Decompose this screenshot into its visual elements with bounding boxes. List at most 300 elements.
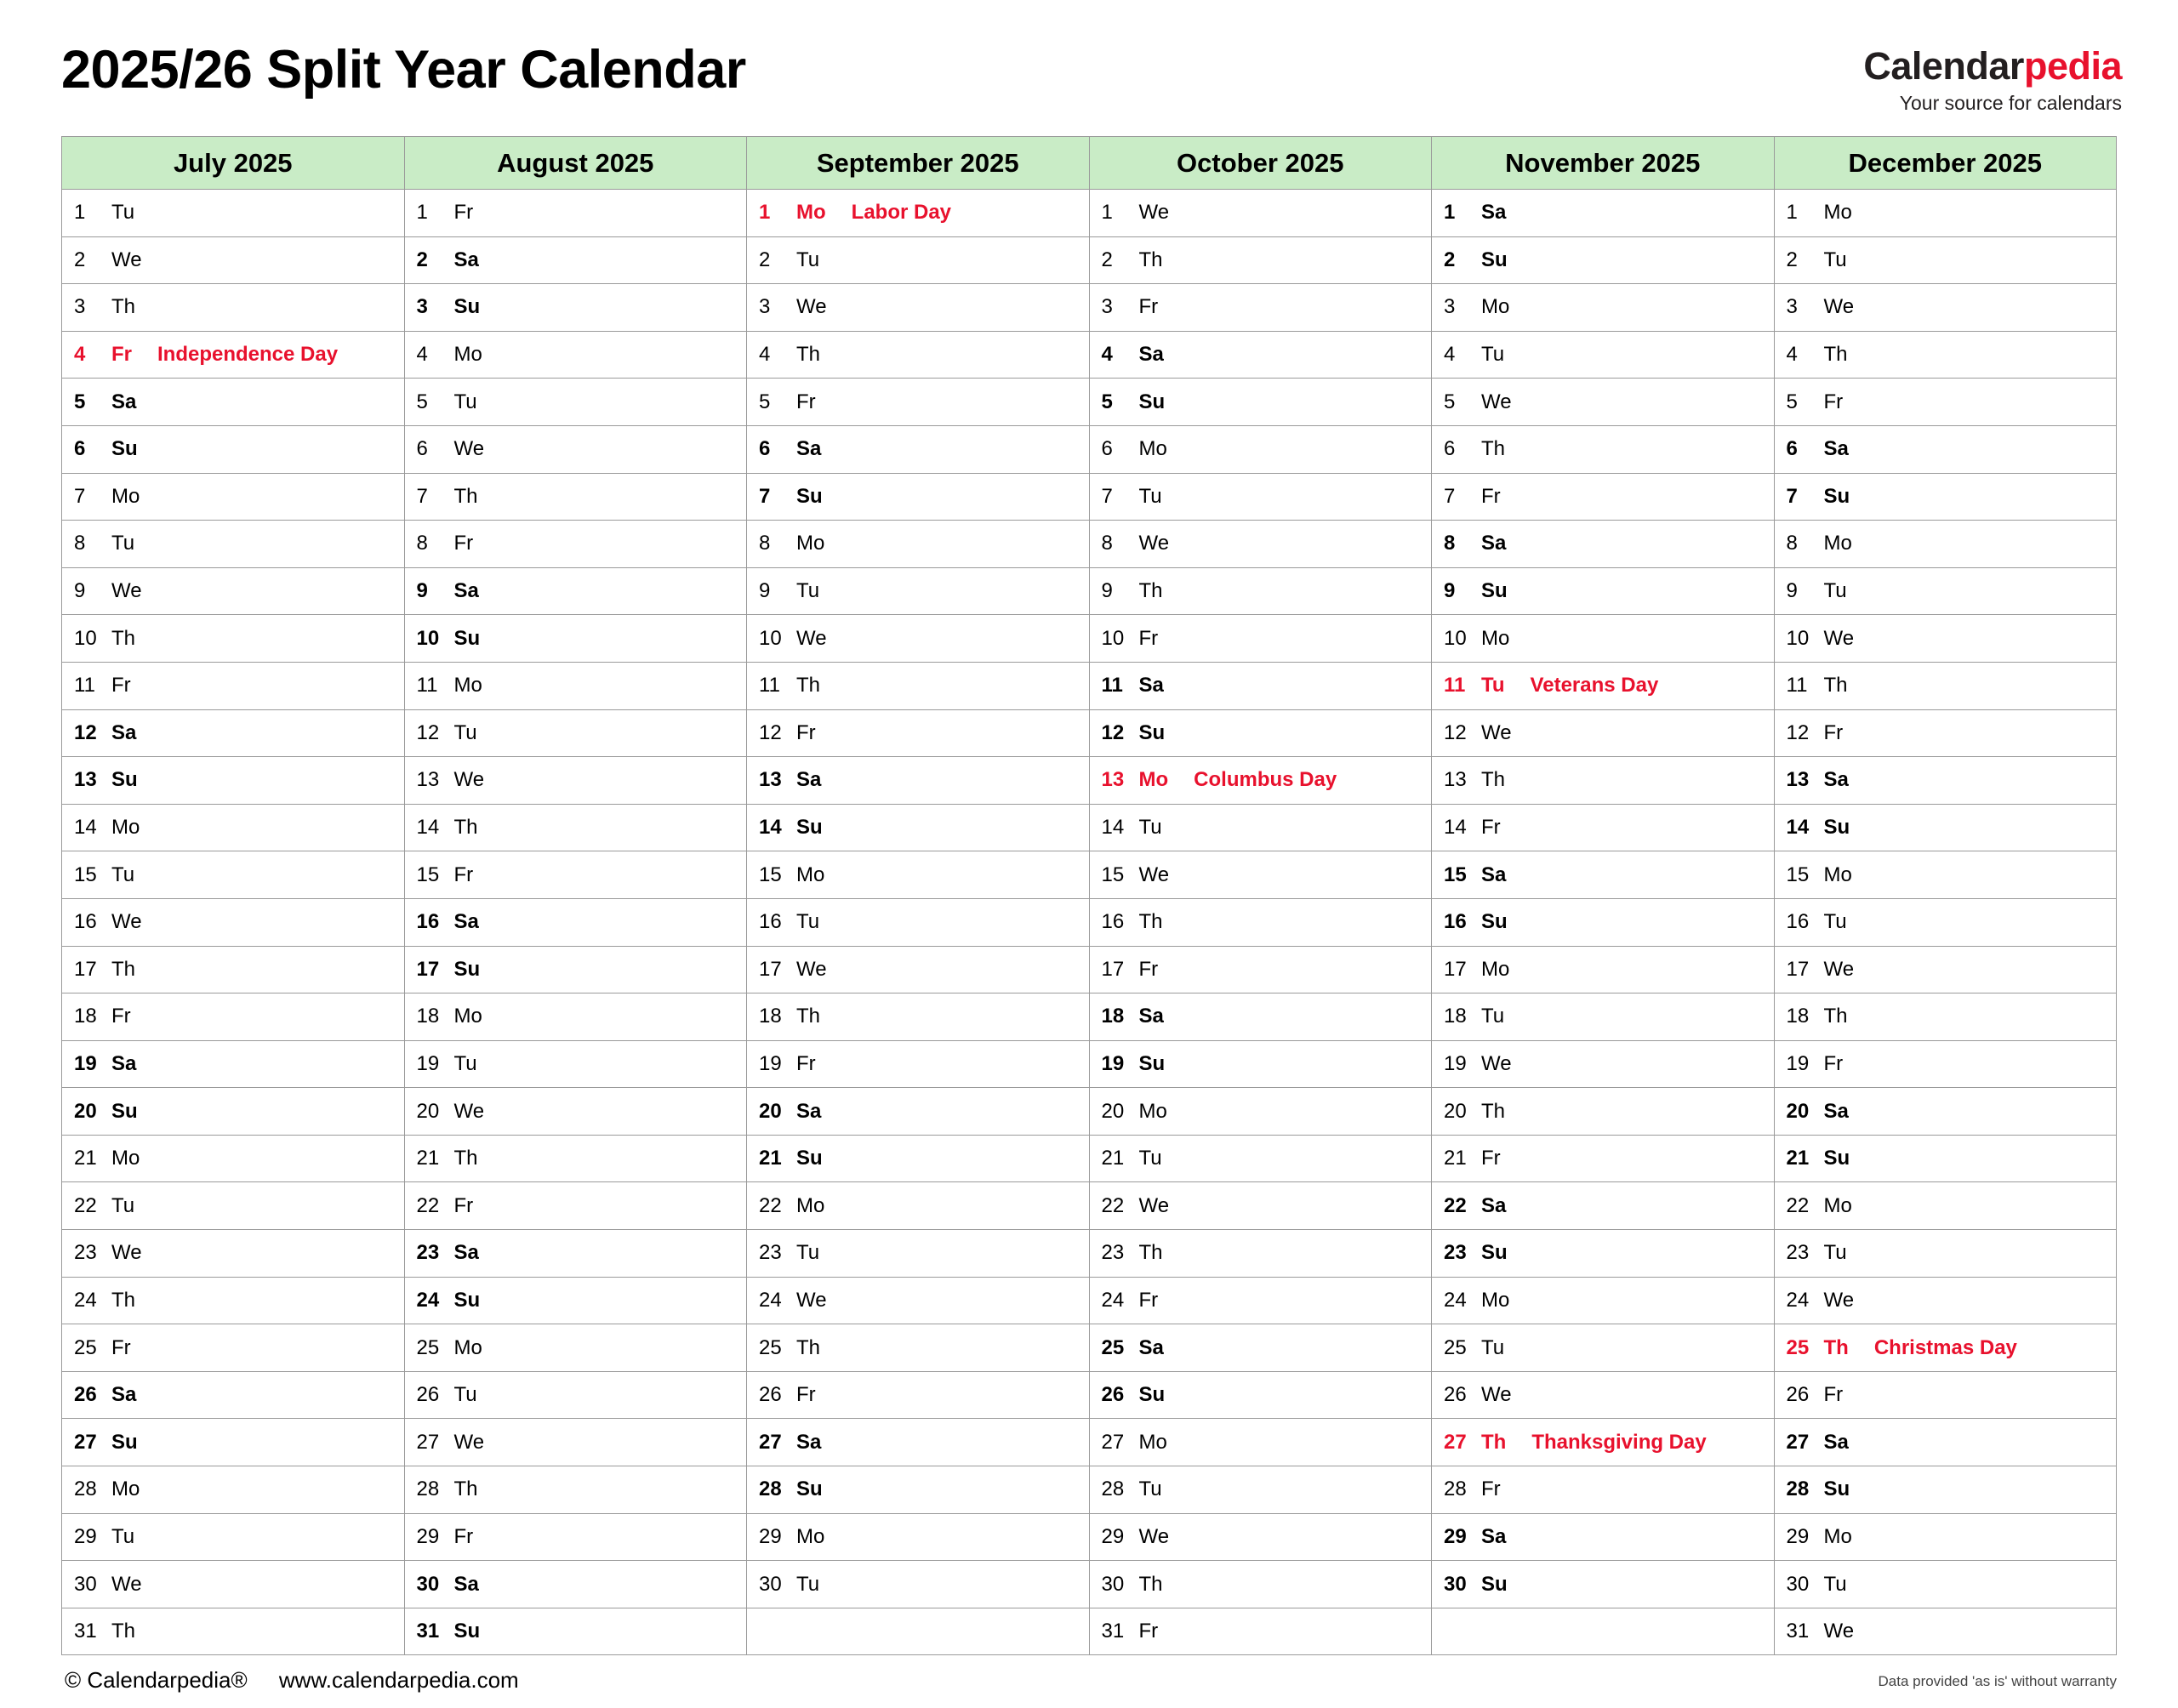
day-cell[interactable] xyxy=(404,331,747,379)
calendar-row xyxy=(62,993,2117,1041)
day-cell[interactable] xyxy=(1089,521,1432,568)
day-cell[interactable] xyxy=(747,1371,1090,1419)
day-cell[interactable] xyxy=(404,236,747,284)
day-cell-content xyxy=(747,190,1089,236)
day-cell[interactable] xyxy=(1432,1040,1775,1088)
day-cell-content xyxy=(62,993,404,1040)
day-cell[interactable] xyxy=(1432,709,1775,757)
day-cell-content xyxy=(405,1608,747,1655)
day-cell[interactable] xyxy=(62,1371,405,1419)
day-cell-content xyxy=(1775,1608,2117,1655)
day-number: 14 xyxy=(1101,816,1125,840)
day-cell-content xyxy=(747,710,1089,757)
day-weekday: Su xyxy=(453,957,481,981)
day-cell[interactable] xyxy=(747,851,1090,899)
day-cell[interactable] xyxy=(62,473,405,521)
day-cell[interactable] xyxy=(1089,804,1432,851)
day-cell[interactable] xyxy=(404,425,747,473)
day-number: 23 xyxy=(416,1241,440,1265)
day-cell[interactable] xyxy=(404,946,747,993)
day-cell-content xyxy=(405,851,747,898)
day-cell[interactable] xyxy=(747,1419,1090,1466)
day-cell[interactable] xyxy=(1774,1088,2117,1136)
day-number: 8 xyxy=(1101,532,1113,555)
day-number: 25 xyxy=(74,1335,97,1359)
day-number: 31 xyxy=(416,1620,440,1643)
day-cell[interactable] xyxy=(1432,1135,1775,1182)
day-weekday: Fr xyxy=(1823,390,1844,413)
day-cell[interactable] xyxy=(62,615,405,663)
day-cell[interactable] xyxy=(62,1277,405,1324)
day-cell[interactable] xyxy=(1774,521,2117,568)
day-cell[interactable] xyxy=(404,1135,747,1182)
day-number: 6 xyxy=(1101,437,1113,461)
day-cell[interactable] xyxy=(1089,1466,1432,1514)
day-cell[interactable] xyxy=(1089,1324,1432,1372)
day-weekday: Su xyxy=(1481,910,1508,934)
day-weekday: Su xyxy=(111,437,138,461)
day-cell[interactable] xyxy=(747,1230,1090,1278)
day-cell[interactable] xyxy=(1089,473,1432,521)
day-cell[interactable] xyxy=(1089,1419,1432,1466)
day-cell[interactable] xyxy=(62,331,405,379)
day-number: 25 xyxy=(416,1335,440,1359)
day-weekday: We xyxy=(1481,390,1512,413)
day-cell[interactable] xyxy=(1774,236,2117,284)
day-cell[interactable] xyxy=(747,757,1090,805)
day-cell[interactable] xyxy=(747,1040,1090,1088)
day-cell[interactable] xyxy=(1089,1135,1432,1182)
day-cell[interactable] xyxy=(1774,1040,2117,1088)
day-cell[interactable] xyxy=(404,1466,747,1514)
day-cell[interactable] xyxy=(1774,662,2117,709)
day-cell[interactable] xyxy=(1089,898,1432,946)
day-cell[interactable] xyxy=(1432,379,1775,426)
day-weekday: Mo xyxy=(1823,863,1852,886)
day-cell[interactable] xyxy=(1774,1135,2117,1182)
day-cell[interactable] xyxy=(1089,1561,1432,1608)
day-weekday: We xyxy=(111,1572,142,1596)
day-cell[interactable] xyxy=(747,1561,1090,1608)
day-cell[interactable] xyxy=(62,1608,405,1655)
day-cell[interactable] xyxy=(62,946,405,993)
day-cell[interactable] xyxy=(62,1135,405,1182)
day-cell[interactable] xyxy=(1774,1230,2117,1278)
day-number: 15 xyxy=(74,863,97,886)
day-cell[interactable] xyxy=(1774,757,2117,805)
day-cell[interactable] xyxy=(1089,425,1432,473)
day-cell-content xyxy=(405,1278,747,1324)
day-cell[interactable] xyxy=(404,851,747,899)
day-cell[interactable] xyxy=(747,379,1090,426)
day-cell[interactable] xyxy=(62,898,405,946)
day-cell[interactable] xyxy=(1089,567,1432,615)
day-cell[interactable] xyxy=(1432,1182,1775,1230)
day-cell[interactable] xyxy=(1089,615,1432,663)
calendar-row xyxy=(62,615,2117,663)
day-cell[interactable] xyxy=(1774,709,2117,757)
month-header-5: November 2025 xyxy=(1432,137,1775,190)
day-cell[interactable] xyxy=(1089,757,1432,805)
day-cell[interactable] xyxy=(1432,851,1775,899)
day-cell[interactable] xyxy=(404,1088,747,1136)
day-cell[interactable] xyxy=(404,1419,747,1466)
day-cell[interactable] xyxy=(1432,236,1775,284)
day-cell-content xyxy=(1432,1514,1774,1561)
month-header-6: December 2025 xyxy=(1774,137,2117,190)
day-cell[interactable] xyxy=(1774,1277,2117,1324)
day-cell[interactable] xyxy=(1089,709,1432,757)
day-weekday: Su xyxy=(1823,1147,1850,1170)
day-cell[interactable] xyxy=(62,662,405,709)
day-cell-content xyxy=(62,1561,404,1608)
day-cell[interactable] xyxy=(404,1561,747,1608)
calendar-row xyxy=(62,1277,2117,1324)
day-cell[interactable] xyxy=(404,804,747,851)
day-cell-content xyxy=(1432,332,1774,379)
day-cell[interactable] xyxy=(1432,425,1775,473)
day-cell-content xyxy=(1775,899,2117,946)
day-cell[interactable] xyxy=(747,898,1090,946)
day-cell[interactable] xyxy=(62,1419,405,1466)
day-cell[interactable] xyxy=(1774,1419,2117,1466)
day-number: 24 xyxy=(759,1288,782,1312)
day-cell[interactable] xyxy=(747,993,1090,1041)
day-cell[interactable] xyxy=(1774,1371,2117,1419)
day-cell[interactable] xyxy=(1432,1371,1775,1419)
day-cell[interactable] xyxy=(1774,615,2117,663)
day-cell[interactable] xyxy=(1774,1182,2117,1230)
day-cell[interactable] xyxy=(1089,1608,1432,1655)
day-weekday: Mo xyxy=(111,484,140,508)
day-cell-content xyxy=(1090,521,1432,567)
day-cell[interactable] xyxy=(62,1513,405,1561)
website-link[interactable]: www.calendarpedia.com xyxy=(278,1667,519,1694)
day-cell-content xyxy=(1090,805,1432,851)
day-cell[interactable] xyxy=(62,709,405,757)
day-cell[interactable] xyxy=(1089,190,1432,237)
day-cell[interactable] xyxy=(1089,284,1432,332)
day-number: 12 xyxy=(74,720,97,744)
day-number: 18 xyxy=(1444,1005,1467,1028)
day-cell[interactable] xyxy=(62,1324,405,1372)
day-number: 26 xyxy=(1786,1383,1810,1407)
day-cell[interactable] xyxy=(1089,1088,1432,1136)
day-cell[interactable] xyxy=(747,662,1090,709)
day-cell[interactable] xyxy=(1089,1513,1432,1561)
day-cell[interactable] xyxy=(1432,662,1775,709)
day-cell[interactable] xyxy=(62,1040,405,1088)
day-cell[interactable] xyxy=(747,190,1090,237)
day-cell[interactable] xyxy=(747,1277,1090,1324)
day-cell[interactable] xyxy=(404,1608,747,1655)
day-cell[interactable] xyxy=(747,473,1090,521)
day-cell-content xyxy=(62,1088,404,1135)
day-number: 27 xyxy=(74,1430,97,1454)
day-weekday: Su xyxy=(111,768,138,792)
day-cell[interactable] xyxy=(1774,425,2117,473)
day-cell[interactable] xyxy=(1774,993,2117,1041)
holiday-label: Labor Day xyxy=(851,201,952,225)
day-cell[interactable] xyxy=(747,1324,1090,1372)
day-weekday: We xyxy=(1138,201,1170,225)
day-cell[interactable] xyxy=(1774,804,2117,851)
day-cell[interactable] xyxy=(404,662,747,709)
day-cell[interactable] xyxy=(1774,1466,2117,1514)
day-cell[interactable] xyxy=(404,473,747,521)
day-cell[interactable] xyxy=(1774,379,2117,426)
day-weekday: Sa xyxy=(453,1241,479,1265)
day-cell-content xyxy=(405,1182,747,1229)
day-number: 9 xyxy=(74,579,86,603)
day-cell-content xyxy=(405,1230,747,1277)
day-cell[interactable] xyxy=(62,1466,405,1514)
day-weekday: We xyxy=(111,579,142,603)
day-cell[interactable] xyxy=(1432,1088,1775,1136)
day-cell[interactable] xyxy=(404,284,747,332)
day-number: 10 xyxy=(416,626,440,650)
day-cell[interactable] xyxy=(62,284,405,332)
day-weekday: Sa xyxy=(111,1051,137,1075)
day-cell[interactable] xyxy=(404,709,747,757)
day-cell[interactable] xyxy=(404,1371,747,1419)
day-number: 17 xyxy=(1101,957,1125,981)
day-number: 27 xyxy=(416,1430,440,1454)
day-cell[interactable] xyxy=(1432,1324,1775,1372)
day-cell[interactable] xyxy=(1432,804,1775,851)
day-cell[interactable] xyxy=(747,1088,1090,1136)
day-cell-content xyxy=(1090,1088,1432,1135)
day-cell[interactable] xyxy=(1432,1513,1775,1561)
day-cell[interactable] xyxy=(1432,190,1775,237)
day-cell[interactable] xyxy=(62,236,405,284)
day-cell[interactable] xyxy=(404,1513,747,1561)
day-number: 22 xyxy=(1444,1193,1467,1217)
day-cell[interactable] xyxy=(404,1040,747,1088)
day-number: 29 xyxy=(1786,1524,1810,1548)
day-cell[interactable] xyxy=(1089,236,1432,284)
day-cell[interactable] xyxy=(1089,1230,1432,1278)
day-cell[interactable] xyxy=(62,1561,405,1608)
day-cell[interactable] xyxy=(747,615,1090,663)
day-weekday: Sa xyxy=(1138,674,1164,697)
day-cell[interactable] xyxy=(404,521,747,568)
day-number: 5 xyxy=(1444,390,1456,413)
day-weekday: Sa xyxy=(1481,1193,1507,1217)
day-cell[interactable] xyxy=(747,1135,1090,1182)
day-cell[interactable] xyxy=(62,567,405,615)
day-cell[interactable] xyxy=(747,1182,1090,1230)
day-cell[interactable] xyxy=(1774,851,2117,899)
day-cell[interactable] xyxy=(1432,1419,1775,1466)
day-cell[interactable] xyxy=(747,804,1090,851)
day-cell[interactable] xyxy=(62,190,405,237)
day-cell[interactable] xyxy=(404,190,747,237)
day-cell[interactable] xyxy=(404,898,747,946)
day-cell[interactable] xyxy=(1432,946,1775,993)
day-cell-content xyxy=(1090,851,1432,898)
day-cell-content xyxy=(1090,1136,1432,1182)
day-cell[interactable] xyxy=(747,709,1090,757)
day-weekday: Sa xyxy=(796,437,822,461)
day-number: 24 xyxy=(416,1288,440,1312)
day-weekday: Sa xyxy=(453,910,479,934)
holiday-label: Columbus Day xyxy=(1194,768,1337,792)
day-cell[interactable] xyxy=(62,851,405,899)
day-weekday: Fr xyxy=(453,201,474,225)
day-cell[interactable] xyxy=(62,1182,405,1230)
day-cell[interactable] xyxy=(62,425,405,473)
day-cell[interactable] xyxy=(1774,1608,2117,1655)
day-cell-content xyxy=(62,1419,404,1466)
day-cell[interactable] xyxy=(404,1230,747,1278)
day-number: 25 xyxy=(1101,1335,1125,1359)
day-number: 4 xyxy=(416,343,428,367)
day-cell[interactable] xyxy=(747,946,1090,993)
day-cell[interactable] xyxy=(404,993,747,1041)
day-cell[interactable] xyxy=(1432,1561,1775,1608)
day-cell[interactable] xyxy=(404,1324,747,1372)
day-cell[interactable] xyxy=(404,1277,747,1324)
day-cell[interactable] xyxy=(62,521,405,568)
day-number: 13 xyxy=(1444,768,1467,792)
day-cell[interactable] xyxy=(1774,1561,2117,1608)
day-number: 7 xyxy=(759,484,771,508)
day-cell[interactable] xyxy=(1774,190,2117,237)
day-cell[interactable] xyxy=(1432,993,1775,1041)
day-cell[interactable] xyxy=(404,1182,747,1230)
day-number: 7 xyxy=(416,484,428,508)
day-cell[interactable] xyxy=(1432,521,1775,568)
day-number: 3 xyxy=(759,295,771,319)
day-number: 25 xyxy=(1444,1335,1467,1359)
day-cell-content xyxy=(747,284,1089,331)
day-number: 29 xyxy=(1101,1524,1125,1548)
day-cell-content xyxy=(62,757,404,804)
day-cell[interactable] xyxy=(1774,473,2117,521)
calendar-row xyxy=(62,1230,2117,1278)
day-cell-content xyxy=(1090,1372,1432,1419)
day-cell[interactable] xyxy=(747,1466,1090,1514)
calendar-row xyxy=(62,709,2117,757)
day-cell[interactable] xyxy=(1089,1277,1432,1324)
day-cell[interactable] xyxy=(747,521,1090,568)
day-cell[interactable] xyxy=(747,567,1090,615)
day-cell[interactable] xyxy=(62,804,405,851)
day-weekday: Mo xyxy=(796,1193,825,1217)
day-weekday: Th xyxy=(796,1335,821,1359)
day-number: 1 xyxy=(74,201,86,225)
day-cell-content xyxy=(1775,568,2117,615)
day-weekday: Su xyxy=(1481,248,1508,271)
day-cell[interactable] xyxy=(1089,1040,1432,1088)
day-cell-content xyxy=(1090,663,1432,709)
day-cell[interactable] xyxy=(1432,1466,1775,1514)
day-cell[interactable] xyxy=(1089,1371,1432,1419)
day-weekday: Sa xyxy=(111,390,137,413)
day-cell[interactable] xyxy=(62,1088,405,1136)
day-cell-content xyxy=(405,1324,747,1371)
day-weekday: Sa xyxy=(1138,1005,1164,1028)
day-cell[interactable] xyxy=(1432,1230,1775,1278)
day-cell[interactable] xyxy=(1089,993,1432,1041)
day-cell[interactable] xyxy=(1089,851,1432,899)
day-cell[interactable] xyxy=(62,757,405,805)
day-cell[interactable] xyxy=(1089,1182,1432,1230)
day-cell[interactable] xyxy=(1089,946,1432,993)
day-cell[interactable] xyxy=(747,1513,1090,1561)
day-cell[interactable] xyxy=(1774,1324,2117,1372)
day-cell[interactable] xyxy=(1432,1277,1775,1324)
day-cell[interactable] xyxy=(62,1230,405,1278)
day-cell-content xyxy=(1775,426,2117,473)
day-weekday: Fr xyxy=(453,532,474,555)
day-weekday: We xyxy=(453,768,485,792)
day-number: 1 xyxy=(416,201,428,225)
day-cell[interactable] xyxy=(404,757,747,805)
day-number: 15 xyxy=(416,863,440,886)
day-number: 17 xyxy=(1786,957,1810,981)
day-cell[interactable] xyxy=(1089,662,1432,709)
calendar-row xyxy=(62,1040,2117,1088)
day-cell[interactable] xyxy=(747,236,1090,284)
day-number: 19 xyxy=(1786,1051,1810,1075)
day-cell[interactable] xyxy=(1432,473,1775,521)
day-weekday: Sa xyxy=(1823,1430,1849,1454)
day-cell[interactable] xyxy=(1432,567,1775,615)
day-cell[interactable] xyxy=(404,615,747,663)
day-cell[interactable] xyxy=(1774,567,2117,615)
day-cell[interactable] xyxy=(1774,284,2117,332)
day-cell[interactable] xyxy=(1774,331,2117,379)
day-weekday: Th xyxy=(1481,1099,1506,1123)
day-cell[interactable] xyxy=(62,379,405,426)
day-cell[interactable] xyxy=(1774,946,2117,993)
day-weekday: Th xyxy=(111,626,136,650)
calendar-row xyxy=(62,1371,2117,1419)
calendar-row xyxy=(62,567,2117,615)
day-cell[interactable] xyxy=(1432,284,1775,332)
day-cell-content xyxy=(405,568,747,615)
day-weekday: Tu xyxy=(796,248,820,271)
day-number: 14 xyxy=(1444,816,1467,840)
day-cell[interactable] xyxy=(1432,757,1775,805)
day-cell[interactable] xyxy=(1432,615,1775,663)
day-cell[interactable] xyxy=(1774,898,2117,946)
day-cell[interactable] xyxy=(404,379,747,426)
day-cell[interactable] xyxy=(1432,331,1775,379)
day-weekday: Fr xyxy=(453,1193,474,1217)
day-cell[interactable] xyxy=(747,331,1090,379)
day-cell-content xyxy=(747,1136,1089,1182)
day-cell[interactable] xyxy=(747,284,1090,332)
copyright-line xyxy=(65,1667,519,1694)
day-weekday: Tu xyxy=(111,201,135,225)
day-cell[interactable] xyxy=(1774,1513,2117,1561)
calendar-row xyxy=(62,1088,2117,1136)
calendar-row xyxy=(62,1608,2117,1655)
day-cell[interactable] xyxy=(747,425,1090,473)
day-weekday: Tu xyxy=(111,1193,135,1217)
day-cell[interactable] xyxy=(62,993,405,1041)
day-number: 8 xyxy=(1786,532,1798,555)
day-cell[interactable] xyxy=(404,567,747,615)
day-cell[interactable] xyxy=(1089,331,1432,379)
day-cell[interactable] xyxy=(1089,379,1432,426)
day-cell[interactable] xyxy=(1432,898,1775,946)
day-cell-content xyxy=(1775,521,2117,567)
day-weekday: Th xyxy=(1138,1241,1163,1265)
